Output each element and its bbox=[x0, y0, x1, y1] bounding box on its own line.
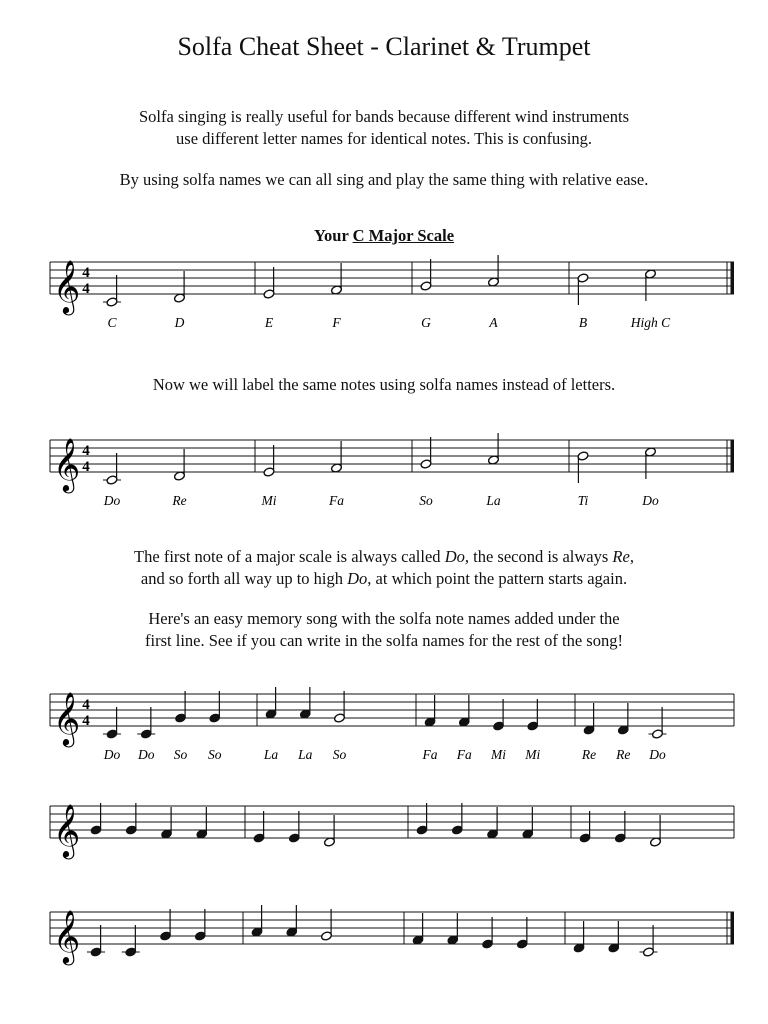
heading-prefix: Your bbox=[313, 226, 349, 245]
note-label: So bbox=[208, 747, 222, 762]
song-intro-paragraph bbox=[40, 608, 728, 652]
time-signature-top: 4 bbox=[82, 265, 90, 281]
note bbox=[328, 441, 344, 508]
note bbox=[451, 803, 463, 835]
note-label: So bbox=[173, 747, 188, 762]
note bbox=[482, 917, 494, 949]
note-label: La bbox=[486, 493, 501, 508]
do-explanation-paragraph bbox=[40, 546, 728, 590]
note bbox=[103, 275, 121, 330]
note bbox=[573, 921, 585, 953]
note bbox=[251, 905, 263, 937]
note-label: Re bbox=[581, 747, 597, 762]
treble-clef-icon: 𝄞 bbox=[53, 909, 81, 963]
note-label: Mi bbox=[525, 747, 541, 762]
note-label: Mi bbox=[261, 493, 277, 508]
note-label: Mi bbox=[491, 747, 506, 762]
intro-line-1: Solfa singing is really useful for bands because different wind instruments bbox=[138, 107, 629, 126]
note bbox=[488, 255, 500, 330]
time-signature-bottom: 4 bbox=[82, 713, 90, 729]
note bbox=[412, 913, 424, 945]
note bbox=[261, 445, 277, 508]
note bbox=[174, 271, 186, 330]
final-barline-thick bbox=[731, 262, 735, 294]
note bbox=[331, 263, 343, 330]
note-label: So bbox=[332, 747, 347, 762]
note bbox=[161, 807, 173, 839]
staff-song-line-3 bbox=[0, 902, 768, 992]
treble-clef-icon: 𝄞 bbox=[53, 259, 81, 313]
note-label: Re bbox=[172, 493, 187, 508]
note-label: C bbox=[107, 315, 117, 330]
treble-clef-icon: 𝄞 bbox=[53, 437, 81, 491]
time-signature-bottom: 4 bbox=[82, 281, 90, 297]
time-signature-bottom: 4 bbox=[82, 459, 90, 475]
song-intro-line-1: Here's an easy memory song with the solfa note names added under the bbox=[148, 609, 620, 628]
note bbox=[608, 921, 620, 953]
note bbox=[103, 707, 121, 762]
note bbox=[577, 273, 589, 330]
note-label: G bbox=[421, 315, 431, 330]
note bbox=[456, 695, 472, 762]
note bbox=[160, 909, 172, 941]
solfa-intro-paragraph: Now we will label the same notes using solfa names instead of letters. bbox=[152, 375, 616, 394]
note bbox=[194, 909, 206, 941]
note bbox=[579, 811, 591, 843]
note-label: Fa bbox=[329, 493, 344, 508]
note bbox=[581, 703, 596, 762]
note bbox=[577, 451, 589, 508]
note-label: D bbox=[174, 315, 185, 330]
note bbox=[297, 687, 313, 762]
note-label: Ti bbox=[577, 493, 589, 508]
note bbox=[324, 815, 336, 847]
note bbox=[171, 449, 186, 508]
note bbox=[422, 695, 438, 762]
note bbox=[522, 807, 534, 839]
note-label: Do bbox=[103, 747, 121, 762]
heading-scale-name: C Major Scale bbox=[352, 226, 455, 245]
note bbox=[103, 453, 121, 508]
section-heading bbox=[0, 226, 768, 246]
final-barline-thick bbox=[731, 912, 735, 944]
note-label: Re bbox=[616, 747, 631, 762]
note bbox=[286, 905, 298, 937]
treble-clef-icon: 𝄞 bbox=[53, 803, 81, 857]
note bbox=[263, 267, 275, 330]
staff-song-line-1 bbox=[0, 684, 768, 774]
note bbox=[516, 917, 528, 949]
staff-song-line-2 bbox=[0, 796, 768, 886]
intro-line-2: use different letter names for identical notes. This is confusing. bbox=[176, 129, 592, 148]
page-title: Solfa Cheat Sheet - Clarinet & Trumpet bbox=[177, 32, 591, 61]
note bbox=[487, 807, 499, 839]
note bbox=[263, 687, 279, 762]
final-barline-thick bbox=[731, 440, 735, 472]
do-explanation-line-2: and so forth all way up to high Do, at which point the pattern starts again. bbox=[140, 569, 628, 588]
note bbox=[137, 707, 155, 762]
note-label: Do bbox=[649, 747, 666, 762]
do-explanation-line-1: The first note of a major scale is always called Do, the second is always Re, bbox=[134, 547, 634, 566]
note bbox=[90, 803, 102, 835]
time-signature-top: 4 bbox=[82, 697, 90, 713]
note-label: Do bbox=[138, 747, 155, 762]
note bbox=[640, 925, 658, 957]
treble-clef-icon: 𝄞 bbox=[53, 691, 81, 745]
note-label: Fa bbox=[456, 747, 472, 762]
note bbox=[87, 925, 105, 957]
song-intro-line-2: first line. See if you can write in the solfa names for the rest of the song! bbox=[145, 631, 623, 650]
note bbox=[485, 433, 501, 508]
note bbox=[524, 699, 540, 762]
note bbox=[288, 811, 300, 843]
staff-scale-letters bbox=[0, 252, 768, 342]
note bbox=[122, 925, 140, 957]
note bbox=[447, 913, 459, 945]
note bbox=[321, 909, 333, 941]
note bbox=[125, 803, 137, 835]
note-label: La bbox=[298, 747, 313, 762]
note bbox=[648, 707, 666, 762]
note bbox=[650, 815, 662, 847]
note bbox=[615, 703, 630, 762]
note-label: Fa bbox=[422, 747, 438, 762]
note bbox=[196, 807, 208, 839]
intro-paragraph-2: By using solfa names we can all sing and play the same thing with relative ease. bbox=[119, 170, 649, 189]
intro-paragraph bbox=[40, 106, 728, 150]
staff-scale-solfa bbox=[0, 430, 768, 520]
note-label: So bbox=[419, 493, 433, 508]
note-label: E bbox=[264, 315, 274, 330]
note-label: A bbox=[489, 315, 498, 330]
note bbox=[416, 803, 428, 835]
note-label: F bbox=[332, 315, 341, 330]
note-label: High C bbox=[630, 315, 671, 330]
note bbox=[253, 811, 265, 843]
note bbox=[490, 699, 506, 762]
note-label: La bbox=[263, 747, 279, 762]
note bbox=[614, 811, 626, 843]
note-label: B bbox=[578, 315, 588, 330]
note-label: Do bbox=[103, 493, 121, 508]
time-signature-top: 4 bbox=[82, 443, 90, 459]
note-label: Do bbox=[642, 493, 659, 508]
